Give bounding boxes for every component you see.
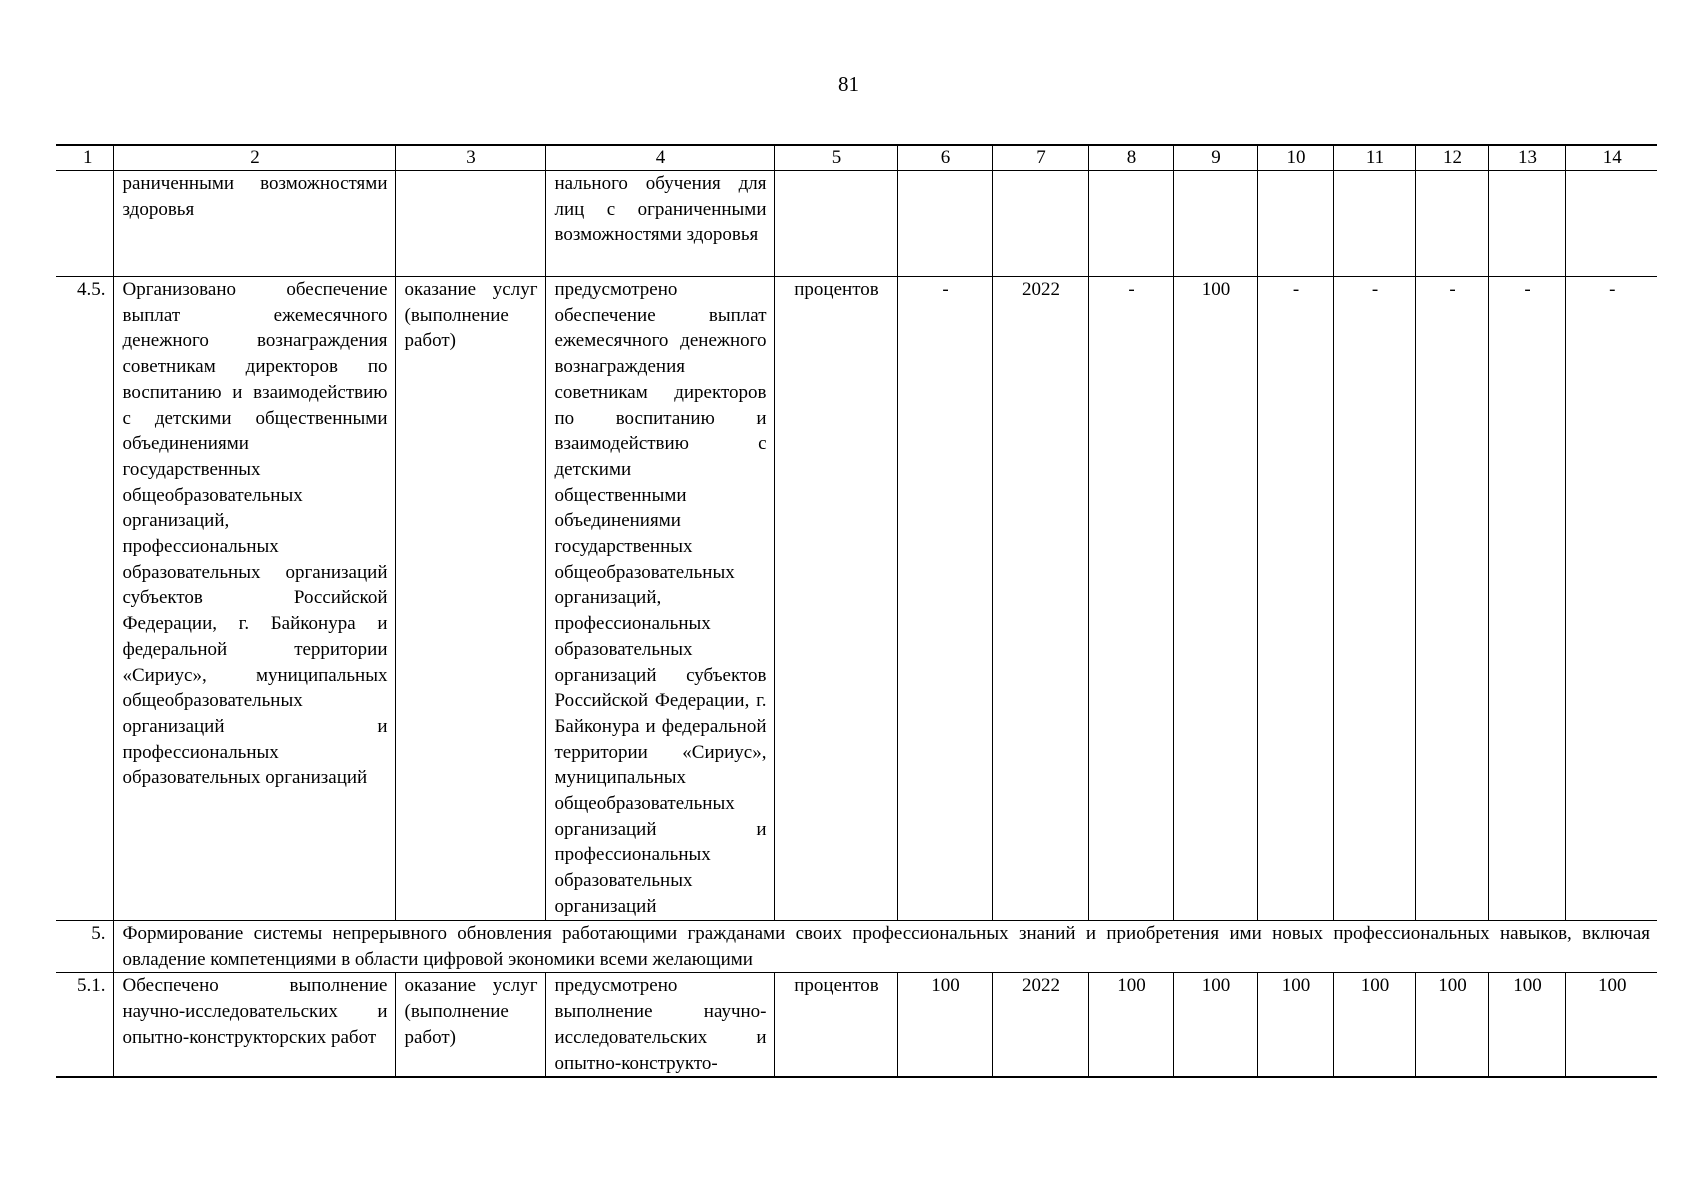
value-cell: - — [1257, 277, 1333, 921]
header-cell: 12 — [1415, 145, 1488, 171]
result-type: оказание услуг (выполнение работ) — [395, 277, 545, 921]
value-cell: 100 — [1173, 277, 1257, 921]
header-cell: 6 — [897, 145, 992, 171]
value-cell: 100 — [1488, 973, 1565, 1077]
indicators-table — [56, 144, 1657, 1078]
row-number: 4.5. — [56, 277, 113, 921]
section-title: Формирование системы непрерывного обновления работающими гражданами своих профессиональных знаний и приобретения ими новых профессиональных навыков, включая овладение компетенциями в области цифровой экономики всеми желающими — [113, 921, 1657, 973]
result-type — [395, 171, 545, 277]
unit — [774, 171, 897, 277]
unit: процентов — [774, 973, 897, 1077]
value-cell: 100 — [1257, 973, 1333, 1077]
header-cell: 4 — [545, 145, 774, 171]
table-row — [56, 277, 1657, 921]
value-cell — [1565, 171, 1657, 277]
value-cell — [1088, 171, 1173, 277]
row-number: 5.1. — [56, 973, 113, 1077]
result-description: нального обучения для лиц с ограниченными возможностями здоровья — [545, 171, 774, 277]
value-cell: 100 — [1333, 973, 1415, 1077]
value-cell — [1333, 171, 1415, 277]
value-cell: - — [897, 277, 992, 921]
header-cell: 2 — [113, 145, 395, 171]
section-number: 5. — [56, 921, 113, 973]
value-cell — [1173, 171, 1257, 277]
header-cell: 9 — [1173, 145, 1257, 171]
unit: процентов — [774, 277, 897, 921]
value-cell — [897, 171, 992, 277]
value-cell — [1257, 171, 1333, 277]
value-cell — [992, 171, 1088, 277]
result-description: предусмотрено выполнение научно-исследовательских и опытно-конструкто- — [545, 973, 774, 1077]
result-description: предусмотрено обеспечение выплат ежемесячного денежного вознаграждения советникам директоров по воспитанию и взаимодействию с детскими общественными объединениями государственных общеобразовательных организаций, профессиональных образовательных организаций субъектов Российской Федерации, г. Байконура и федеральной территории «Сириус», муниципальных общеобразовательных организаций и профессиональных образовательных организаций — [545, 277, 774, 921]
column-numbers-row — [56, 145, 1657, 171]
header-cell: 10 — [1257, 145, 1333, 171]
value-cell: 100 — [1173, 973, 1257, 1077]
page-number: 81 — [838, 72, 859, 96]
value-cell — [1488, 171, 1565, 277]
table-row — [56, 171, 1657, 277]
value-cell: 2022 — [992, 277, 1088, 921]
value-cell: - — [1565, 277, 1657, 921]
header-cell: 11 — [1333, 145, 1415, 171]
header-cell: 13 — [1488, 145, 1565, 171]
section-row — [56, 921, 1657, 973]
header-cell: 5 — [774, 145, 897, 171]
header-cell: 3 — [395, 145, 545, 171]
value-cell — [1415, 171, 1488, 277]
value-cell: 100 — [1565, 973, 1657, 1077]
header-cell: 1 — [56, 145, 113, 171]
value-cell: - — [1333, 277, 1415, 921]
result-name: Обеспечено выполнение научно-исследовательских и опытно-конструкторских работ — [113, 973, 395, 1077]
value-cell: 100 — [1415, 973, 1488, 1077]
value-cell: - — [1088, 277, 1173, 921]
result-type: оказание услуг (выполнение работ) — [395, 973, 545, 1077]
value-cell: - — [1415, 277, 1488, 921]
row-number — [56, 171, 113, 277]
result-name: раниченными возможностями здоровья — [113, 171, 395, 277]
value-cell: - — [1488, 277, 1565, 921]
header-cell: 14 — [1565, 145, 1657, 171]
result-name: Организовано обеспечение выплат ежемесячного денежного вознаграждения советникам директоров по воспитанию и взаимодействию с детскими общественными объединениями государственных общеобразовательных организаций, профессиональных образовательных организаций субъектов Российской Федерации, г. Байконура и федеральной территории «Сириус», муниципальных общеобразовательных организаций и профессиональных образовательных организаций — [113, 277, 395, 921]
header-cell: 7 — [992, 145, 1088, 171]
value-cell: 100 — [1088, 973, 1173, 1077]
table-row — [56, 973, 1657, 1077]
value-cell: 100 — [897, 973, 992, 1077]
value-cell: 2022 — [992, 973, 1088, 1077]
header-cell: 8 — [1088, 145, 1173, 171]
